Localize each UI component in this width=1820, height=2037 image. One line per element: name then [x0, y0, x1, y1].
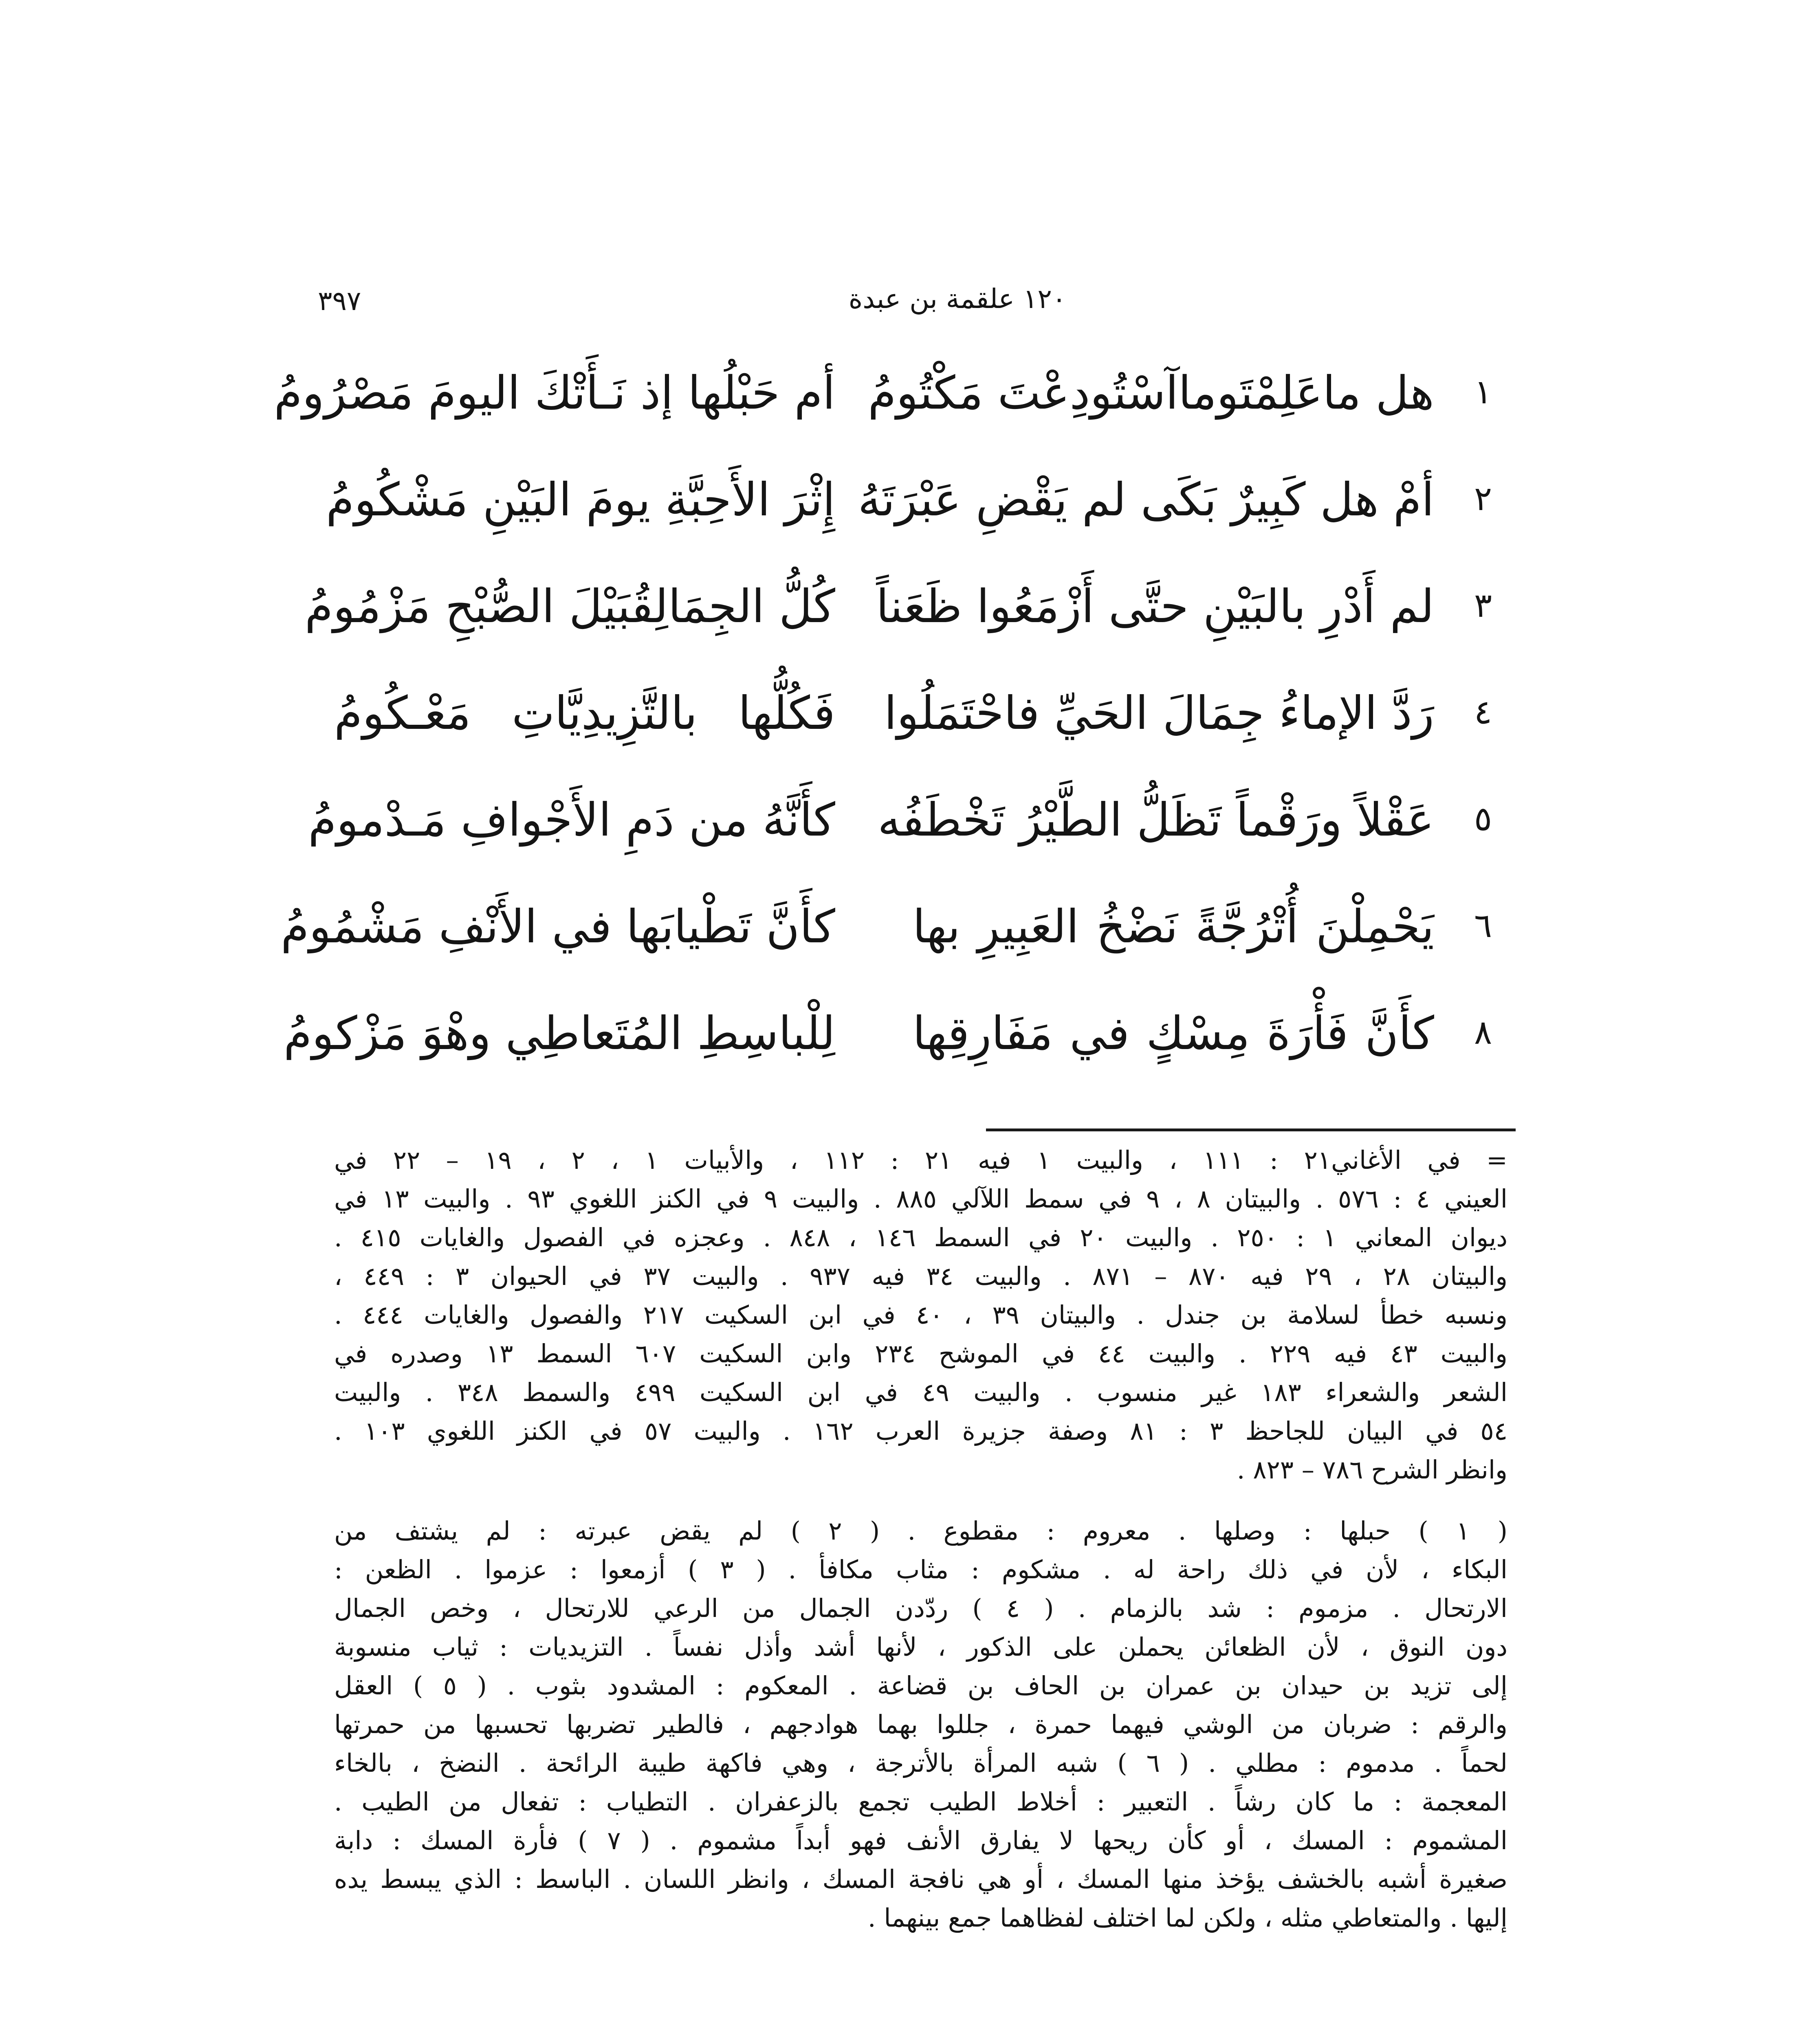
verse-first-hemistich: لم أَدْرِ بالبَيْنِ حتَّى أَزْمَعُوا ظَعَناً: [876, 580, 1434, 633]
commentary-line: المشموم : المسك ، أو كأن ريحها لا يفارق الأنف فهو أبداً مشموم . ( ٧ ) فأرة المسك : دابة: [334, 1826, 1508, 1855]
commentary-line: المعجمة : ما كان رشاً . التعبير : أخلاط الطيب تجمع بالزعفران . التطياب : تفعال من الطيب .: [334, 1787, 1507, 1817]
running-header: ١٢٠ علقمة بن عبدة: [848, 283, 1067, 315]
verse-first-hemistich: أمْ هل كَبِيرٌ بَكَى لم يَقْضِ عَبْرَتَهُ: [858, 473, 1434, 526]
verse-second-hemistich: كأَنَّهُ من دَمِ الأَجْوافِ مَـدْمومُ: [308, 794, 835, 847]
sources-line: العيني ٤ : ٥٧٦ . والبيتان ٨ ، ٩ في سمط اللآلي ٨٨٥ . والبيت ٩ في الكنز اللغوي ٩٣ . والبيت ١٣ في: [334, 1184, 1508, 1214]
verse: [305, 564, 1507, 671]
verse-second-hemistich: فَكُلُّها بالتَّزِيدِيَّاتِ مَعْـكُومُ: [334, 687, 835, 740]
commentary-line: إليها . والمتعاطي مثله ، ولكن لما اختلف لفظاهما جمع بينهما .: [867, 1903, 1507, 1933]
verse-first-hemistich: عَقْلاً ورَقْماً تَظَلُّ الطَّيْرُ تَخْطَفُه: [878, 794, 1434, 847]
verse-number: ٨: [1474, 1013, 1492, 1052]
verse-second-hemistich: لِلْباسِطِ المُتَعاطِي وهْوَ مَزْكومُ: [284, 1007, 835, 1060]
verse: [274, 350, 1507, 457]
verse-number: ٤: [1474, 693, 1492, 732]
sources-line: الشعر والشعراء ١٨٣ غير منسوب . والبيت ٤٩ في ابن السكيت ٤٩٩ والسمط ٣٤٨ . والبيت: [334, 1377, 1508, 1407]
sources-note: [334, 1141, 1507, 1489]
verse: [334, 671, 1507, 777]
verse-first-hemistich: هل ماعَلِمْتَوماآسْتُودِعْتَ مَكْتُومُ: [868, 367, 1434, 420]
verse-number: ٢: [1474, 480, 1492, 518]
commentary-line: إلى تزيد بن حيدان بن عمران بن الحاف بن قضاعة . المعكوم : المشدود بثوب . ( ٥ ) العقل: [334, 1671, 1507, 1700]
footnotes: [334, 1141, 1507, 1937]
commentary-line: صغيرة أشبه بالخشف يؤخذ منها المسك ، أو هي نافجة المسك ، وانظر اللسان . الباسط : الذي يبسط يده: [334, 1864, 1507, 1894]
page-number: ٣٩٧: [318, 285, 361, 317]
sources-line: ديوان المعاني ١ : ٢٥٠ . والبيت ٢٠ في السمط ١٤٦ ، ٨٤٨ . وعجزه في الفصول والغايات ٤١٥ .: [334, 1223, 1507, 1252]
commentary-line: ( ١ ) حبلها : وصلها . معروم : مقطوع . ( ٢ ) لم يقض عبرته : لم يشتف من: [334, 1516, 1507, 1546]
verse-number: ٥: [1474, 800, 1492, 838]
commentary-note: [334, 1511, 1507, 1937]
sources-line: = في الأغاني٢١ : ١١١ ، والبيت ١ فيه ٢١ : ١١٢ ، والأبيات ١ ، ٢ ، ١٩ – ٢٢ في: [334, 1145, 1507, 1175]
verse-first-hemistich: رَدَّ الإماءُ جِمَالَ الحَيِّ فاحْتَمَلُوا: [884, 687, 1434, 740]
sources-line: ونسبه خطأ لسلامة بن جندل . والبيتان ٣٩ ، ٤٠ في ابن السكيت ٢١٧ والفصول والغايات ٤٤٤ .: [334, 1300, 1508, 1330]
verse: [308, 777, 1507, 884]
sources-line: والبيت ٤٣ فيه ٢٢٩ . والبيت ٤٤ في الموشح ٢٣٤ وابن السكيت ٦٠٧ السمط ١٣ وصدره في: [334, 1339, 1507, 1368]
verse-second-hemistich: أم حَبْلُها إذ نَـأَتْكَ اليومَ مَصْرُومُ: [274, 367, 835, 420]
verse: [281, 884, 1507, 991]
sources-line: وانظر الشرح ٧٨٦ – ٨٢٣ .: [1237, 1455, 1507, 1485]
sources-line: والبيتان ٢٨ ، ٢٩ فيه ٨٧٠ – ٨٧١ . والبيت ٣٤ فيه ٩٣٧ . والبيت ٣٧ في الحيوان ٣ : ٤٤٩ ،: [334, 1261, 1508, 1291]
sources-line: ٥٤ في البيان للجاحظ ٣ : ٨١ وصفة جزيرة العرب ١٦٢ . والبيت ٥٧ في الكنز اللغوي ١٠٣ .: [334, 1416, 1508, 1446]
commentary-line: دون النوق ، لأن الظعائن يحملن على الذكور ، لأنها أشد وأذل نفساً . التزيديات : ثياب منسوبة: [334, 1632, 1507, 1662]
poem: [274, 350, 1507, 1098]
verse-number: ٣: [1474, 586, 1492, 625]
commentary-line: البكاء ، لأن في ذلك راحة له . مشكوم : مثاب مكافأ . ( ٣ ) أزمعوا : عزموا . الظعن :: [334, 1555, 1507, 1584]
verse-number: ١: [1474, 373, 1492, 411]
commentary-line: والرقم : ضربان من الوشي فيهما حمرة ، جللوا بهما هوادجهم ، فالطير تضربها تحسبها من حمرتها: [334, 1709, 1507, 1739]
commentary-line: الارتحال . مزموم : شد بالزمام . ( ٤ ) ردّدن الجمال من الرعي للارتحال ، وخص الجمال: [334, 1593, 1508, 1623]
verse-second-hemistich: كُلُّ الجِمَالِقُبَيْلَ الصُّبْحِ مَزْمُومُ: [305, 580, 835, 633]
verse-first-hemistich: كأَنَّ فَأْرَةَ مِسْكٍ في مَفَارِقِها: [913, 1007, 1434, 1060]
verse-first-hemistich: يَحْمِلْنَ أُتْرُجَّةً نَضْخُ العَبِيرِ بها: [913, 900, 1434, 953]
footnote-divider: [986, 1128, 1516, 1131]
commentary-line: لحماً . مدموم : مطلي . ( ٦ ) شبه المرأة بالأترجة ، وهي فاكهة طيبة الرائحة . النضخ ، بالخاء: [334, 1748, 1508, 1778]
verse-second-hemistich: كأَنَّ تَطْيابَها في الأَنْفِ مَشْمُومُ: [281, 900, 835, 953]
verse-second-hemistich: إِثْرَ الأَحِبَّةِ يومَ البَيْنِ مَشْكُومُ: [326, 473, 835, 526]
verse: [284, 991, 1507, 1098]
verse: [326, 457, 1507, 564]
verse-number: ٦: [1474, 906, 1492, 945]
